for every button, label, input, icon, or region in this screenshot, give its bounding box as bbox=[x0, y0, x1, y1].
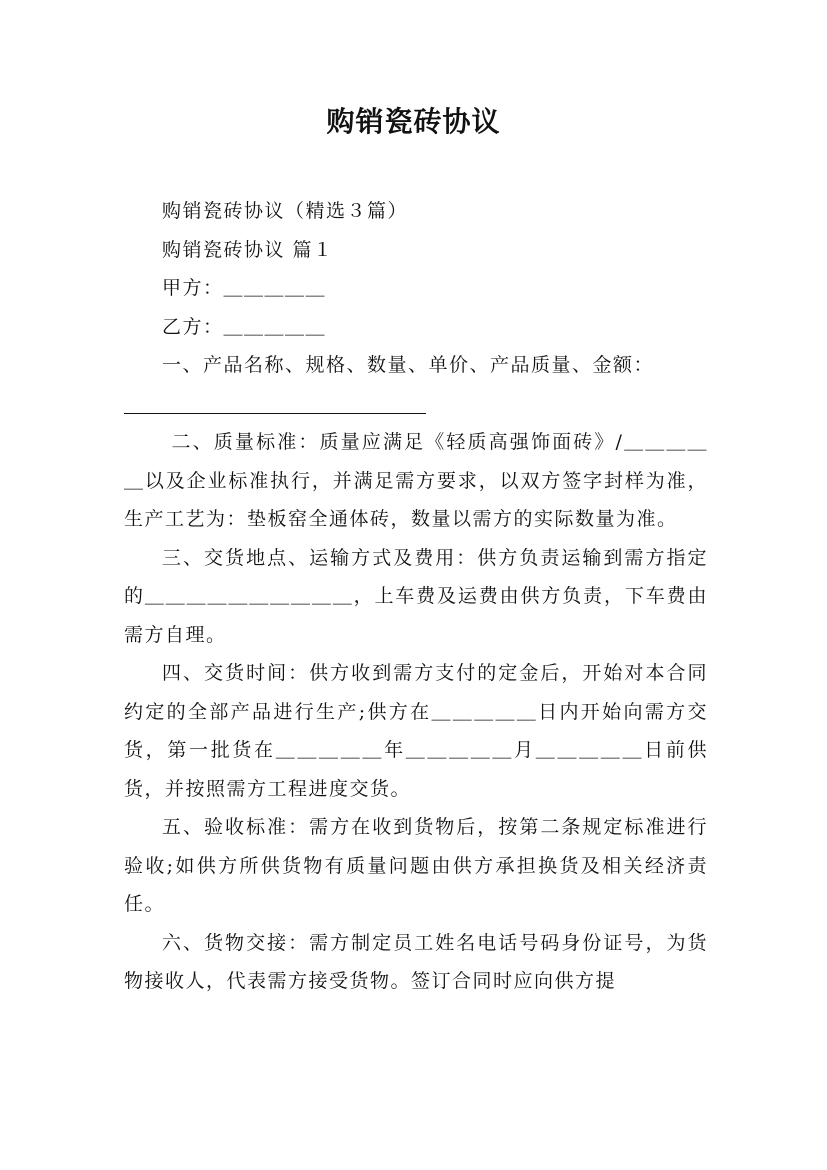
clause-1-paragraph: 一、产品名称、规格、数量、单价、产品质量、金额： bbox=[162, 354, 655, 376]
clause-3-paragraph: 三、交货地点、运输方式及费用：供方负责运输到需方指定的＿＿＿＿＿＿＿＿＿＿，上车费及运费由供方负责，下车费由需方自理。 bbox=[124, 546, 708, 646]
party-a-line: 甲方：＿＿＿＿＿ bbox=[162, 277, 327, 299]
part-heading: 购销瓷砖协议 篇１ bbox=[162, 238, 334, 261]
clause-4-paragraph: 四、交货时间：供方收到需方支付的定金后，开始对本合同约定的全部产品进行生产;供方在＿＿＿＿＿日内开始向需方交货，第一批货在＿＿＿＿＿年＿＿＿＿＿月＿＿＿＿＿日前供货，并按照需方工程进度交货。 bbox=[124, 662, 708, 800]
clause-5-paragraph: 五、验收标准：需方在收到货物后，按第二条规定标准进行验收;如供方所供货物有质量问题由供方承担换货及相关经济责任。 bbox=[124, 816, 708, 915]
clause-6-paragraph: 六、货物交接：需方制定员工姓名电话号码身份证号，为货物接收人，代表需方接受货物。签订合同时应向供方提 bbox=[124, 931, 708, 992]
subtitle-line: 购销瓷砖协议（精选３篇） bbox=[162, 200, 409, 222]
party-b-line: 乙方：＿＿＿＿＿ bbox=[162, 315, 327, 338]
fill-in-underline bbox=[124, 413, 426, 414]
clause-1-fill-blank bbox=[124, 385, 708, 424]
clause-2-paragraph: 二、质量标准：质量应满足《轻质高强饰面砖》/＿＿＿＿＿以及企业标准执行，并满足需方要求，以双方签字封样为准，生产工艺为：垫板窑全通体砖，数量以需方的实际数量为准。 bbox=[124, 431, 708, 530]
document-body bbox=[124, 192, 708, 1001]
document-title: 购销瓷砖协议 bbox=[326, 105, 501, 138]
